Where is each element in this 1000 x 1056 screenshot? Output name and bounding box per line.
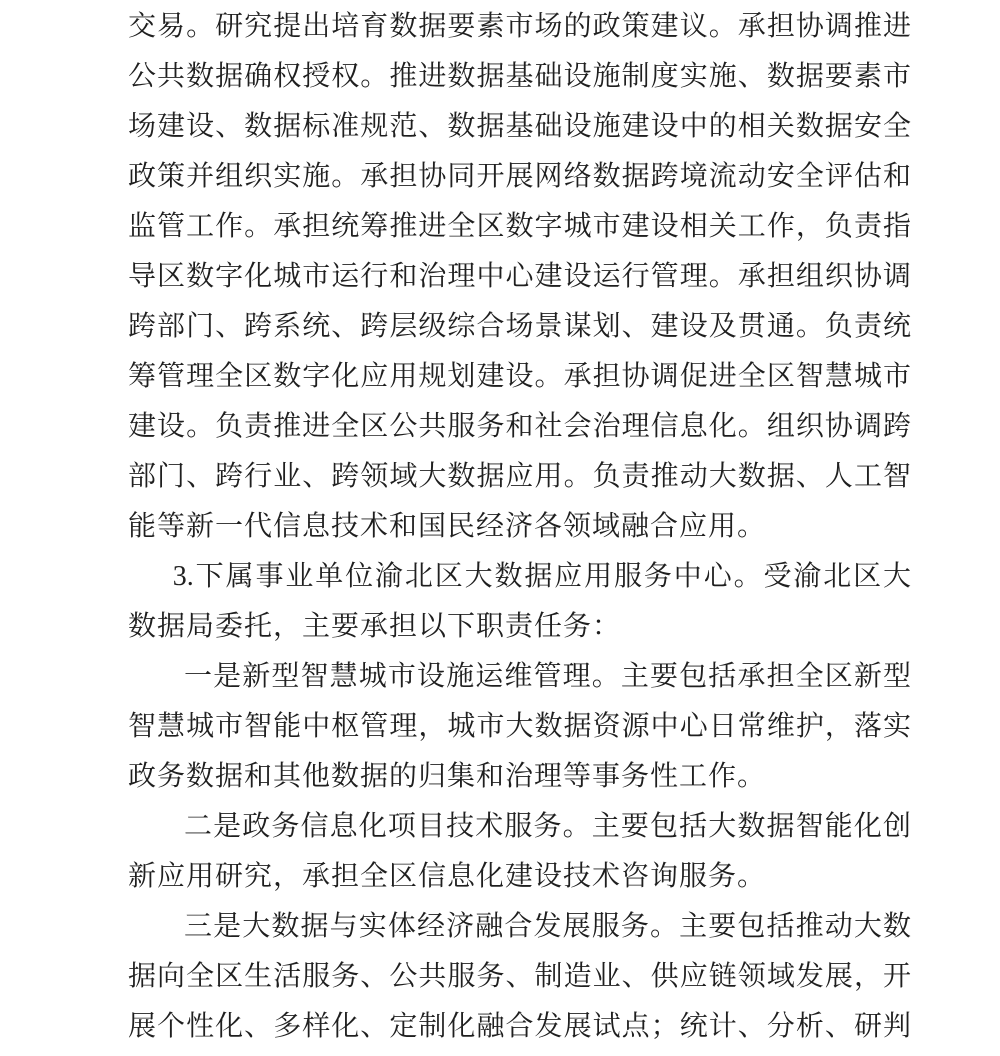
document-text-block (128, 2, 911, 1052)
text-line: 场建设、数据标准规范、数据基础设施建设中的相关数据安全 (128, 111, 911, 142)
text-line: 建设。负责推进全区公共服务和社会治理信息化。组织协调跨 (128, 411, 911, 442)
text-line-paragraph-start: 二是政务信息化项目技术服务。主要包括大数据智能化创 (184, 811, 911, 842)
text-line-numbered-paragraph-start: 3.下属事业单位渝北区大数据应用服务中心。受渝北区大 (172, 561, 911, 592)
text-line-paragraph-end: 新应用研究，承担全区信息化建设技术咨询服务。 (128, 861, 767, 892)
text-line: 监管工作。承担统筹推进全区数字城市建设相关工作，负责指 (128, 211, 911, 242)
text-line: 部门、跨行业、跨领域大数据应用。负责推动大数据、人工智 (128, 461, 911, 492)
text-line-paragraph-start: 三是大数据与实体经济融合发展服务。主要包括推动大数 (184, 911, 911, 942)
text-line: 交易。研究提出培育数据要素市场的政策建议。承担协调推进 (128, 11, 911, 42)
text-line: 公共数据确权授权。推进数据基础设施制度实施、数据要素市 (128, 61, 911, 92)
text-line: 筹管理全区数字化应用规划建设。承担协调促进全区智慧城市 (128, 361, 911, 392)
text-line-paragraph-end: 能等新一代信息技术和国民经济各领域融合应用。 (128, 511, 767, 542)
text-line: 导区数字化城市运行和治理中心建设运行管理。承担组织协调 (128, 261, 911, 292)
text-line-paragraph-end: 政务数据和其他数据的归集和治理等事务性工作。 (128, 761, 767, 792)
text-line: 智慧城市智能中枢管理，城市大数据资源中心日常维护，落实 (128, 711, 911, 742)
text-line: 展个性化、多样化、定制化融合发展试点；统计、分析、研判 (128, 1011, 911, 1042)
text-line-paragraph-end: 数据局委托，主要承担以下职责任务： (128, 611, 622, 642)
text-line-paragraph-start: 一是新型智慧城市设施运维管理。主要包括承担全区新型 (184, 661, 911, 692)
text-line: 政策并组织实施。承担协同开展网络数据跨境流动安全评估和 (128, 161, 911, 192)
text-line: 据向全区生活服务、公共服务、制造业、供应链领域发展，开 (128, 961, 911, 992)
text-line: 跨部门、跨系统、跨层级综合场景谋划、建设及贯通。负责统 (128, 311, 911, 342)
